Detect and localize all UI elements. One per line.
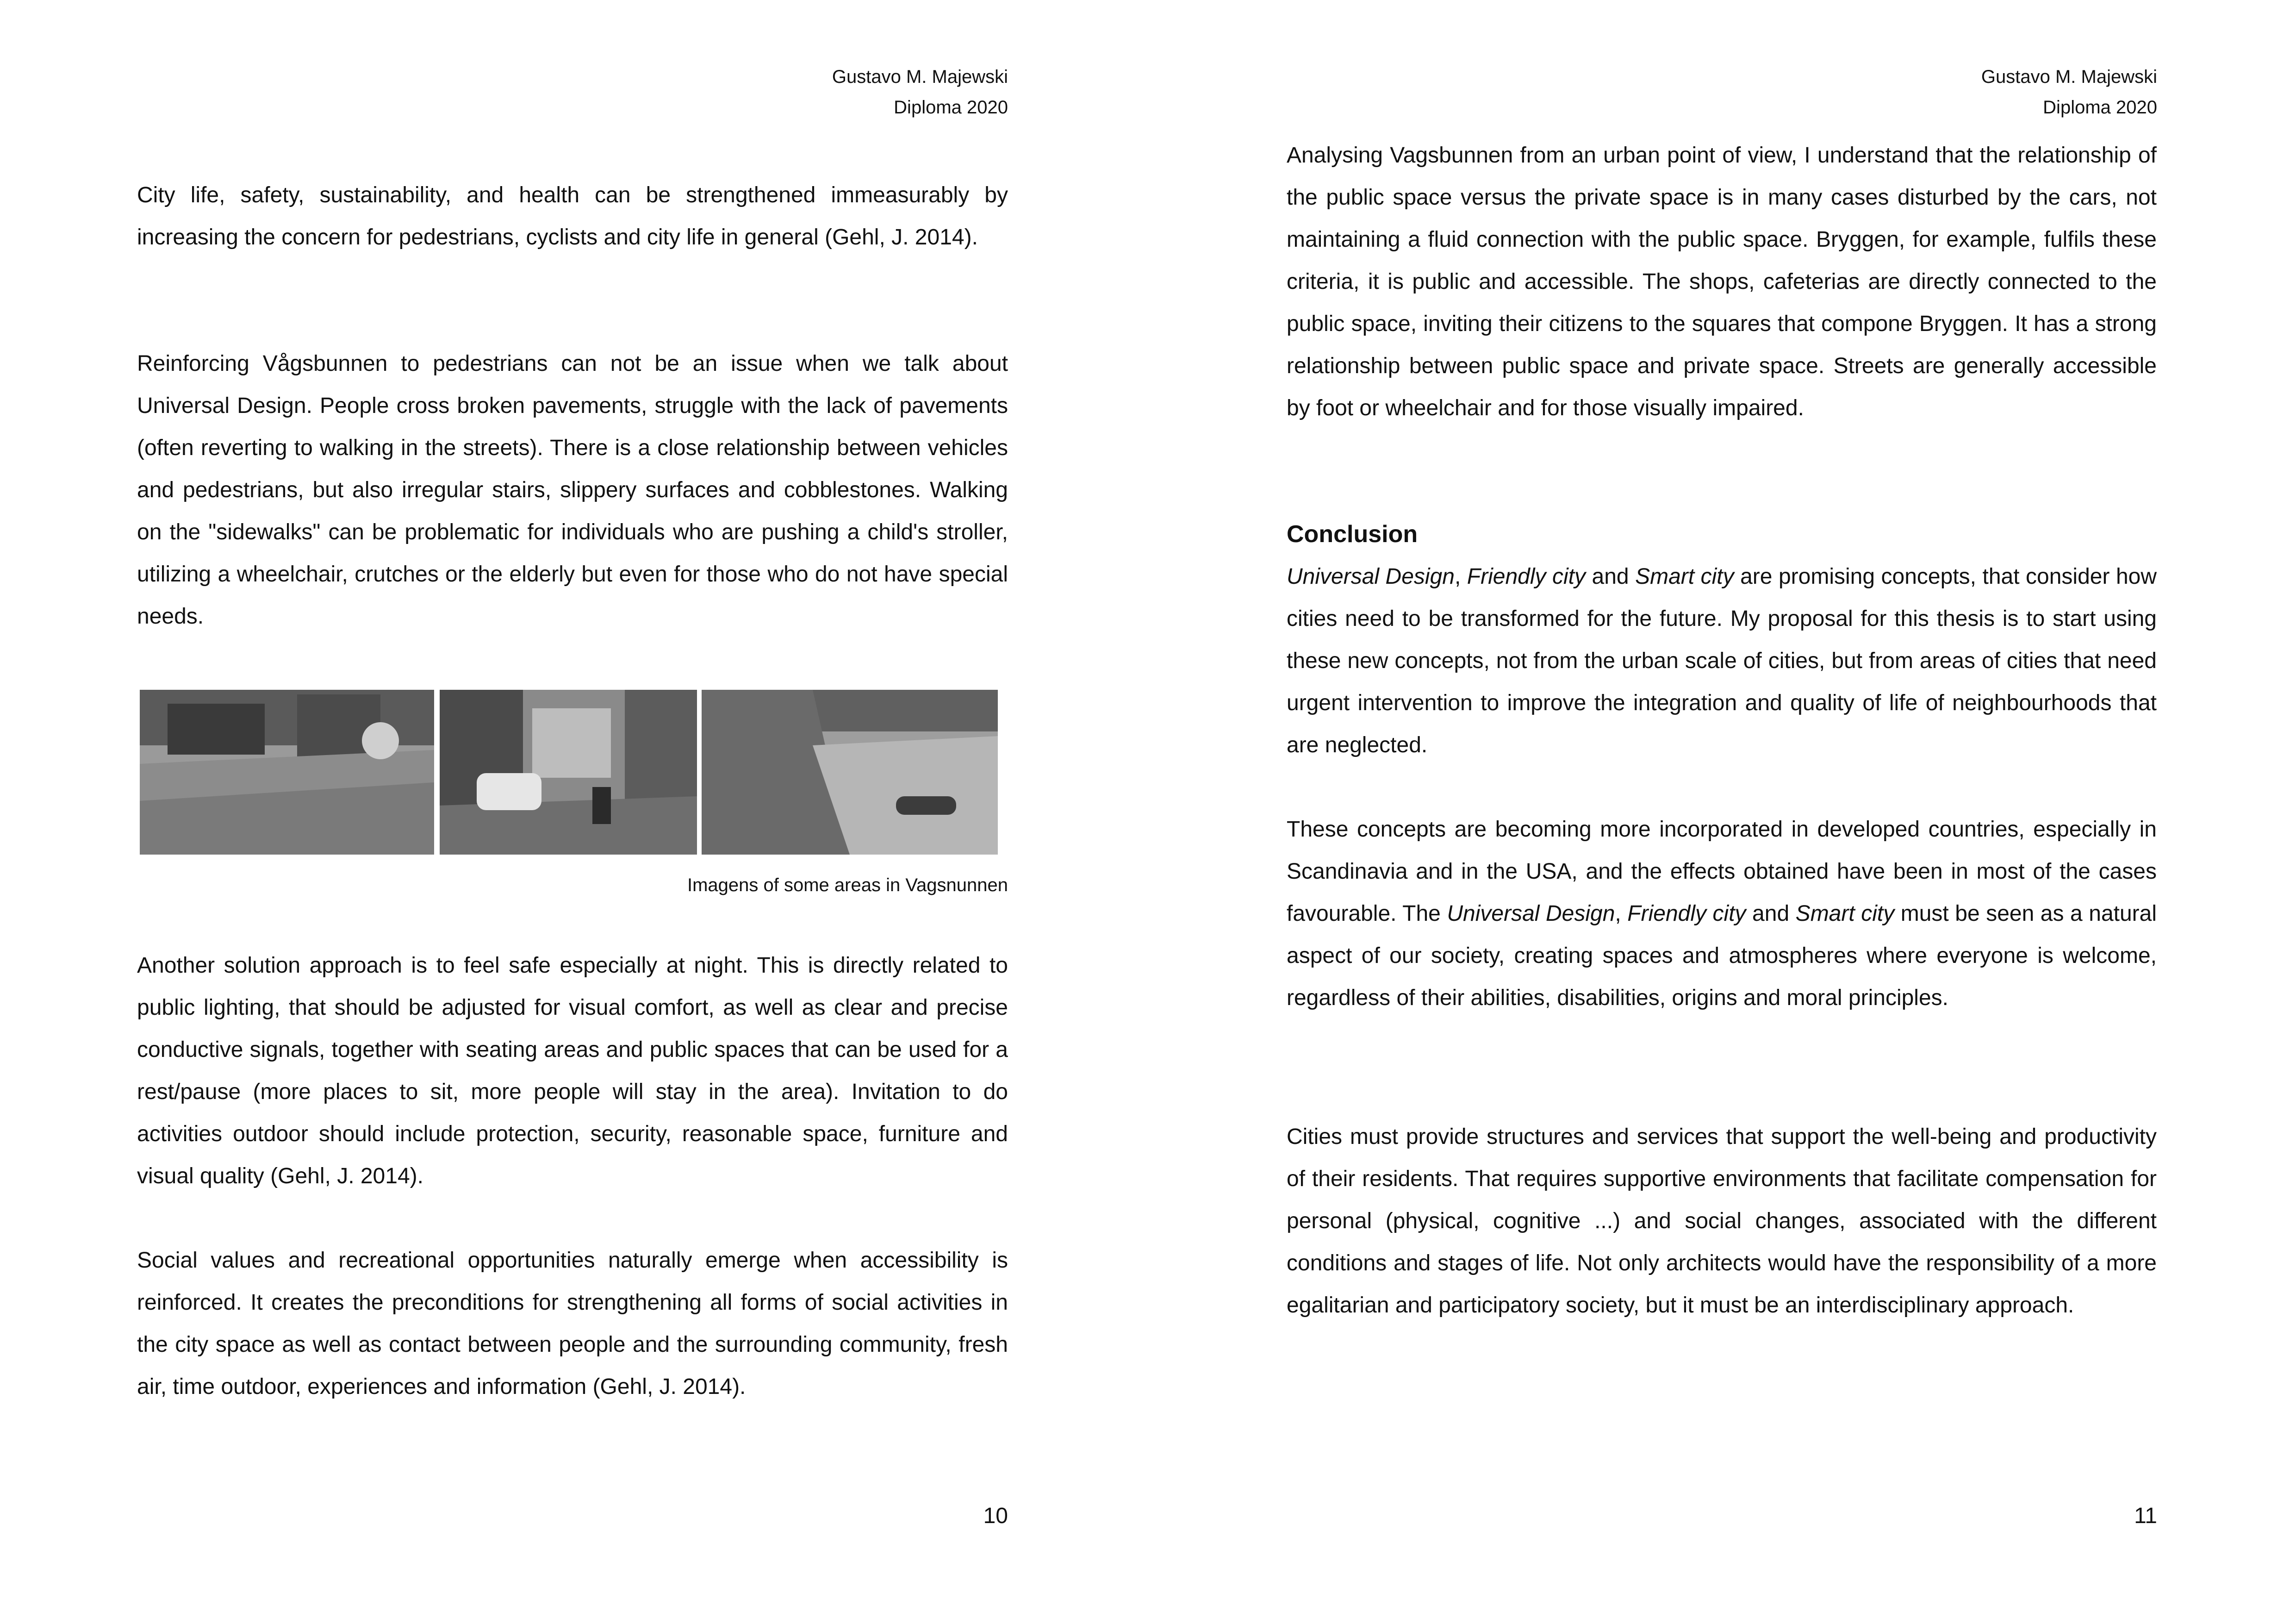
paragraph-incorporated: These concepts are becoming more incorporated in developed countries, especially in Scandinavia and in the USA, and the effects obtained have been in most of the cases favourable. The Universal Design, Friendly city and Smart city must be seen as a natural aspect of our society, creating spaces and atmospheres where everyone is welcome, regardless of their abilities, disabilities, origins and moral principles.: [1287, 817, 2157, 1010]
street-photo-2: [440, 690, 697, 855]
term-friendly-city: Friendly city: [1627, 901, 1746, 926]
page-number: 11: [2134, 1504, 2157, 1528]
document-subtitle: Diploma 2020: [2043, 97, 2157, 118]
photo-strip: [140, 690, 998, 855]
document-subtitle: Diploma 2020: [894, 97, 1008, 118]
street-photo-1: [140, 690, 434, 855]
paragraph-social-values: Social values and recreational opportunities naturally emerge when accessibility is reinforced. It creates the preconditions for strengthening all forms of social activities in the city space as well as contact between people and the surrounding community, fresh air, time outdoor, experiences and information (Gehl, J. 2014).: [137, 1248, 1008, 1399]
conclusion-heading: Conclusion: [1287, 521, 1418, 548]
term-smart-city: Smart city: [1795, 901, 1895, 926]
page-header: [1981, 62, 2157, 123]
paragraph-cities-must: Cities must provide structures and services that support the well-being and productivity of their residents. That requires supportive environments that facilitate compensation for personal (physical, cognitive ...) and social changes, associated with the different conditions and stages of life. Not only architects would have the responsibility of a more egalitarian and participatory society, but it must be an interdisciplinary approach.: [1287, 1124, 2157, 1318]
paragraph-reinforcing: Reinforcing Vågsbunnen to pedestrians can not be an issue when we talk about Universal Design. People cross broken pavements, struggle with the lack of pavements (often reverting to walking in the streets). There is a close relationship between vehicles and pedestrians, but also irregular stairs, slippery surfaces and cobblestones. Walking on the "sidewalks" can be problematic for individuals who are pushing a child's stroller, utilizing a wheelchair, crutches or the elderly but even for those who do not have special needs.: [137, 351, 1008, 629]
term-universal-design: Universal Design: [1447, 901, 1615, 926]
paragraph-concepts: Universal Design, Friendly city and Smart city are promising concepts, that consider how cities need to be transformed for the future. My proposal for this thesis is to start using these new concepts, not from the urban scale of cities, but from areas of cities that need urgent intervention to improve the integration and quality of life of neighbourhoods that are neglected.: [1287, 564, 2157, 757]
author-name: Gustavo M. Majewski: [832, 67, 1008, 87]
paragraph-safety: Another solution approach is to feel safe especially at night. This is directly related to public lighting, that should be adjusted for visual comfort, as well as clear and precise conductive signals, together with seating areas and public spaces that can be used for a rest/pause (more places to sit, more people will stay in the area). Invitation to do activities outdoor should include protection, security, reasonable space, furniture and visual quality (Gehl, J. 2014).: [137, 953, 1008, 1188]
street-photo-3: [702, 690, 998, 855]
paragraph-city-life: City life, safety, sustainability, and health can be strengthened immeasurably by increasing the concern for pedestrians, cyclists and city life in general (Gehl, J. 2014).: [137, 183, 1008, 250]
photo-caption: Imagens of some areas in Vagsnunnen: [687, 875, 1008, 895]
term-smart-city: Smart city: [1635, 564, 1734, 589]
page-number: 10: [983, 1504, 1008, 1528]
right-page: [1148, 0, 2296, 1624]
term-universal-design: Universal Design: [1287, 564, 1455, 589]
author-name: Gustavo M. Majewski: [1981, 67, 2157, 87]
term-friendly-city: Friendly city: [1467, 564, 1586, 589]
paragraph-analysing: Analysing Vagsbunnen from an urban point of view, I understand that the relationship of the public space versus the private space is in many cases disturbed by the cars, not maintaining a fluid connection with the public space. Bryggen, for example, fulfils these criteria, it is public and accessible. The shops, cafeterias are directly connected to the public space, inviting their citizens to the squares that compone Bryggen. It has a strong relationship between public space and private space. Streets are generally accessible by foot or wheelchair and for those visually impaired.: [1287, 143, 2157, 420]
page-header: [832, 62, 1008, 123]
